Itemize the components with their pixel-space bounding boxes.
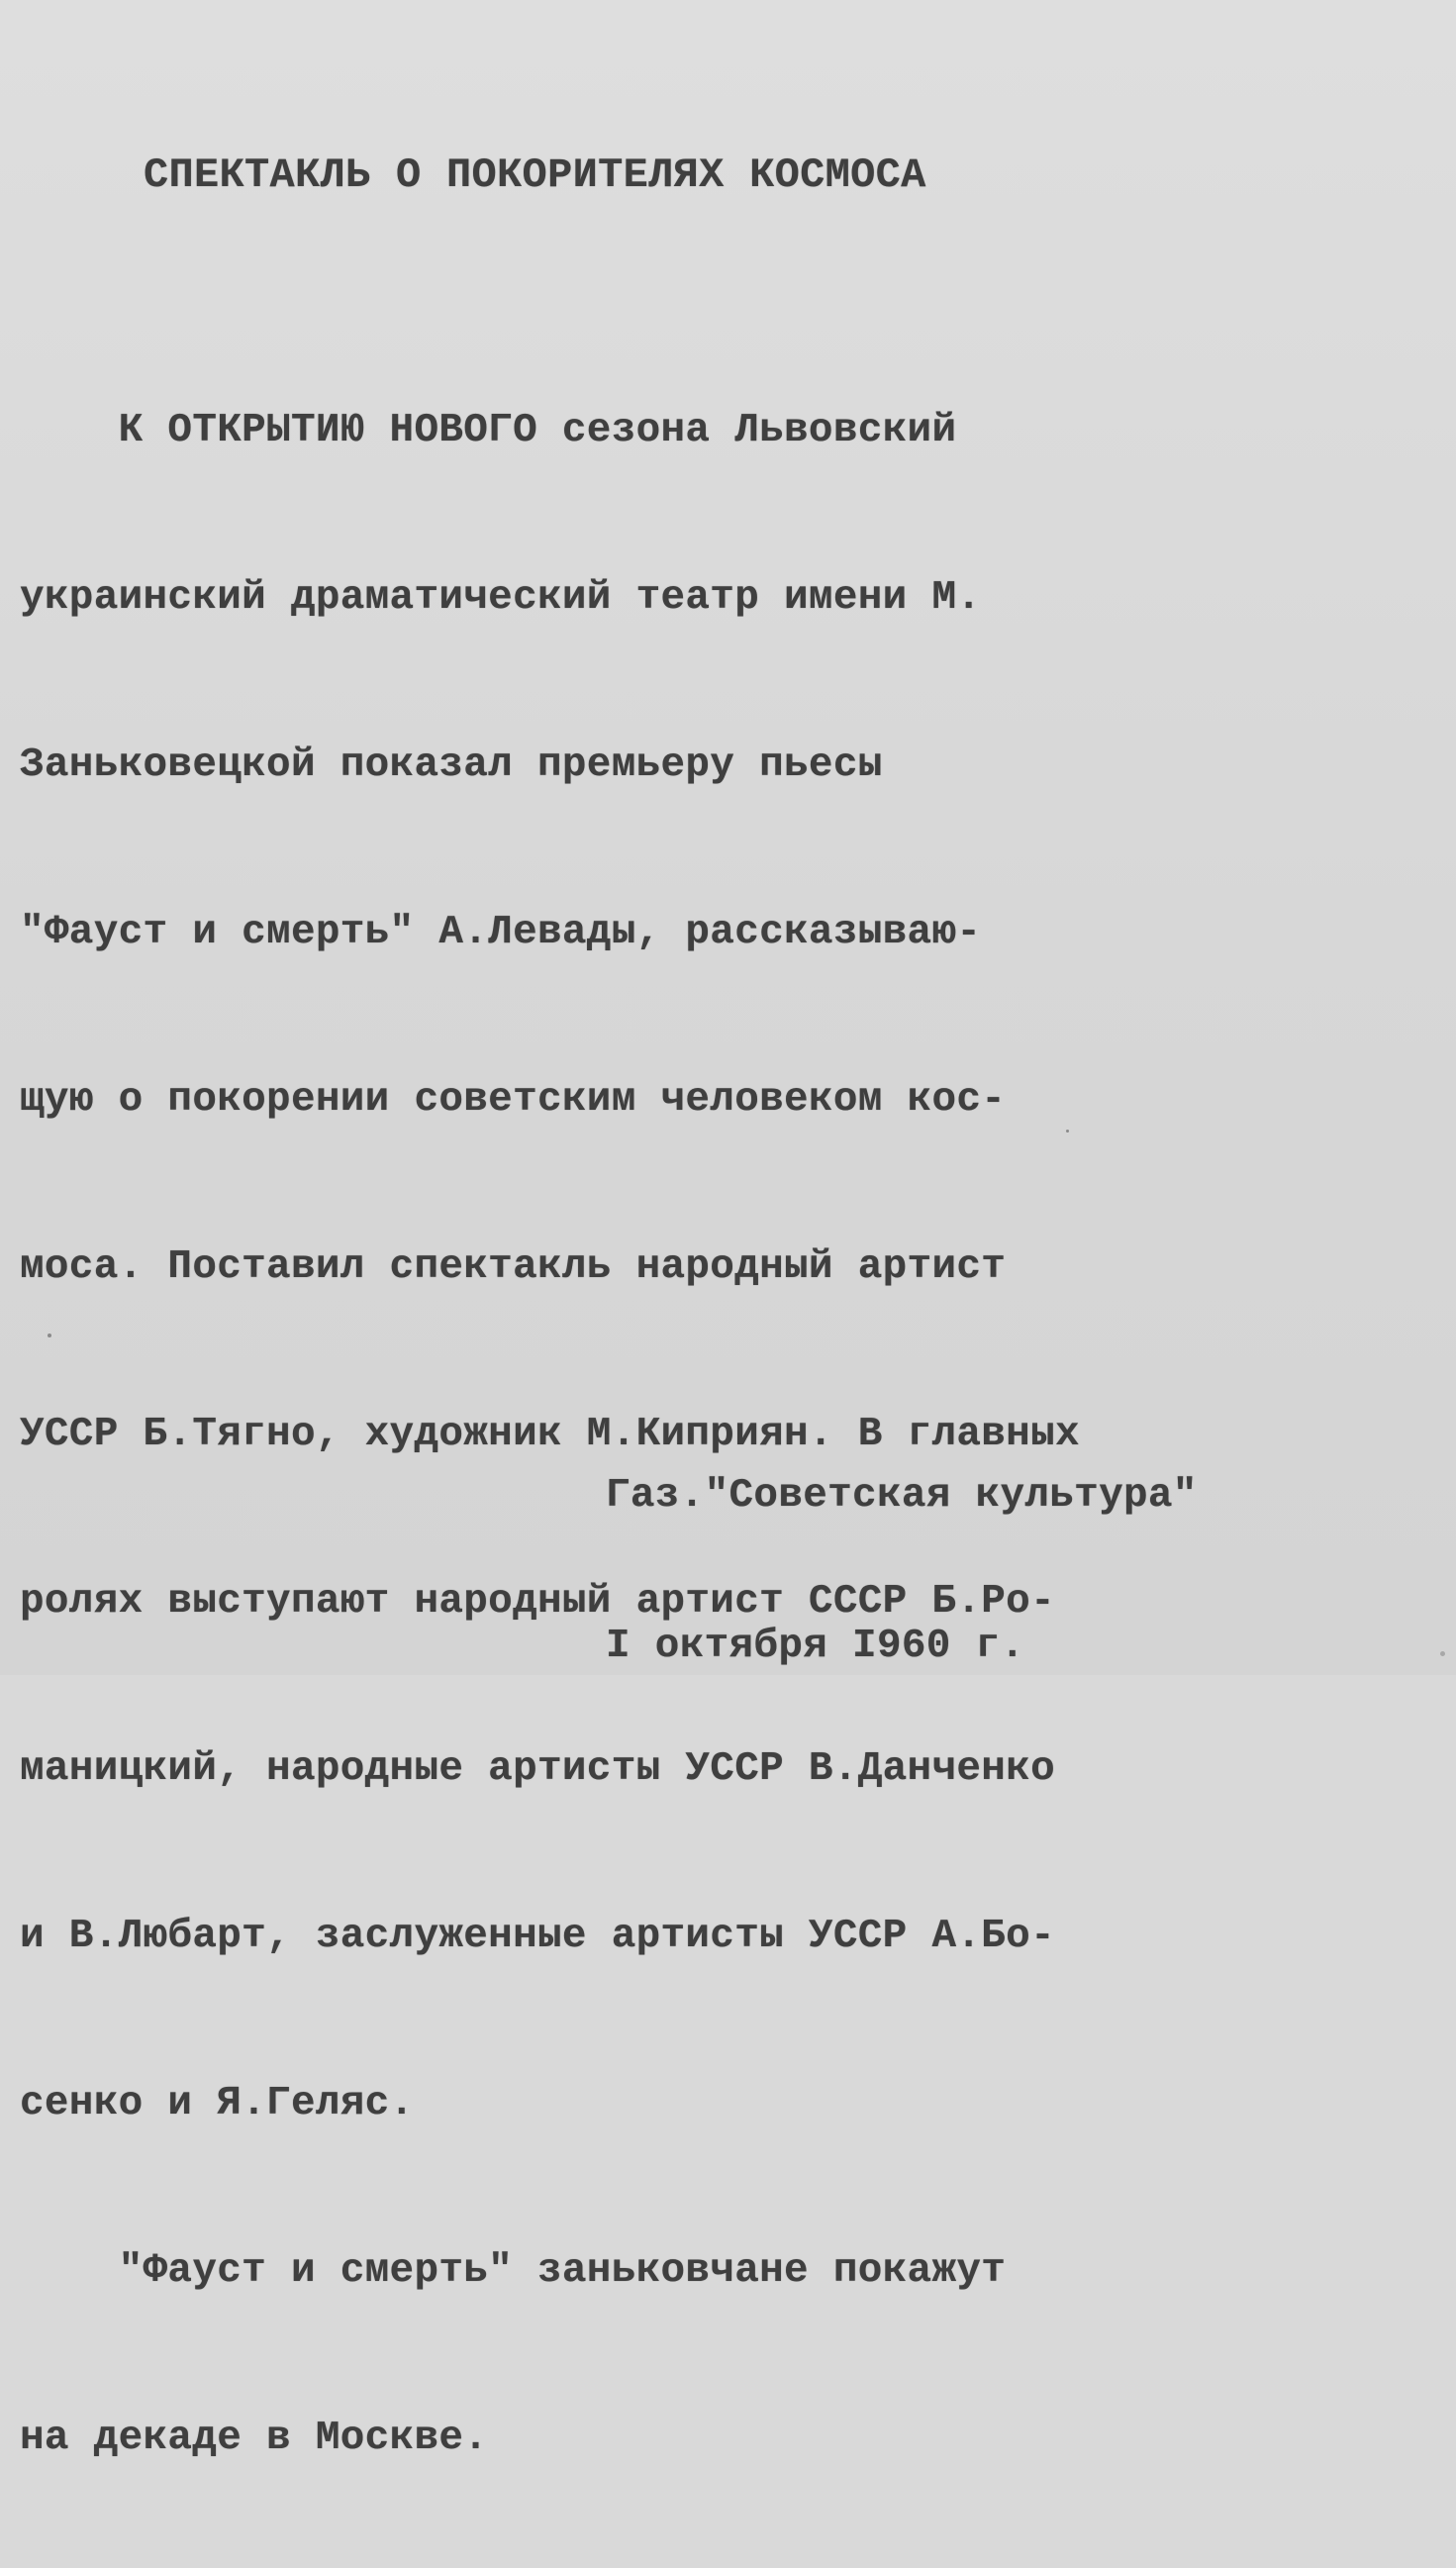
- source-citation: [606, 1375, 1198, 1767]
- body-line: украинский драматический театр имени М.: [20, 575, 982, 621]
- body-line: ролях выступают народный артист СССР Б.Ро-: [20, 1579, 1055, 1625]
- source-line: Газ."Советская культура": [606, 1473, 1198, 1519]
- body-line: "Фауст и смерть" заньковчане покажут: [20, 2248, 1007, 2294]
- paper-speck: [1066, 1130, 1069, 1133]
- headline: СПЕКТАКЛЬ О ПОКОРИТЕЛЯХ КОСМОСА: [144, 151, 926, 199]
- paper-speck: [1440, 1651, 1445, 1656]
- body-line: моса. Поставил спектакль народный артист: [20, 1244, 1007, 1290]
- body-line: УССР Б.Тягно, художник М.Киприян. В главных: [20, 1412, 1080, 1457]
- body-line: сенко и Я.Геляс.: [20, 2081, 415, 2126]
- body-line: К ОТКРЫТИЮ НОВОГО сезона Львовский: [20, 408, 957, 453]
- body-line: Заньковецкой показал премьеру пьесы: [20, 742, 883, 788]
- source-line: I октября I960 г.: [606, 1624, 1025, 1669]
- body-line: щую о покорении советским человеком кос-: [20, 1077, 1007, 1123]
- paper-speck: [48, 1333, 51, 1337]
- body-line: и В.Любарт, заслуженные артисты УССР А.Бо-: [20, 1914, 1055, 1959]
- body-line: маницкий, народные артисты УССР В.Данченко: [20, 1746, 1055, 1792]
- body-line: "Фауст и смерть" А.Левады, рассказываю-: [20, 910, 982, 955]
- body-line: на декаде в Москве.: [20, 2416, 489, 2461]
